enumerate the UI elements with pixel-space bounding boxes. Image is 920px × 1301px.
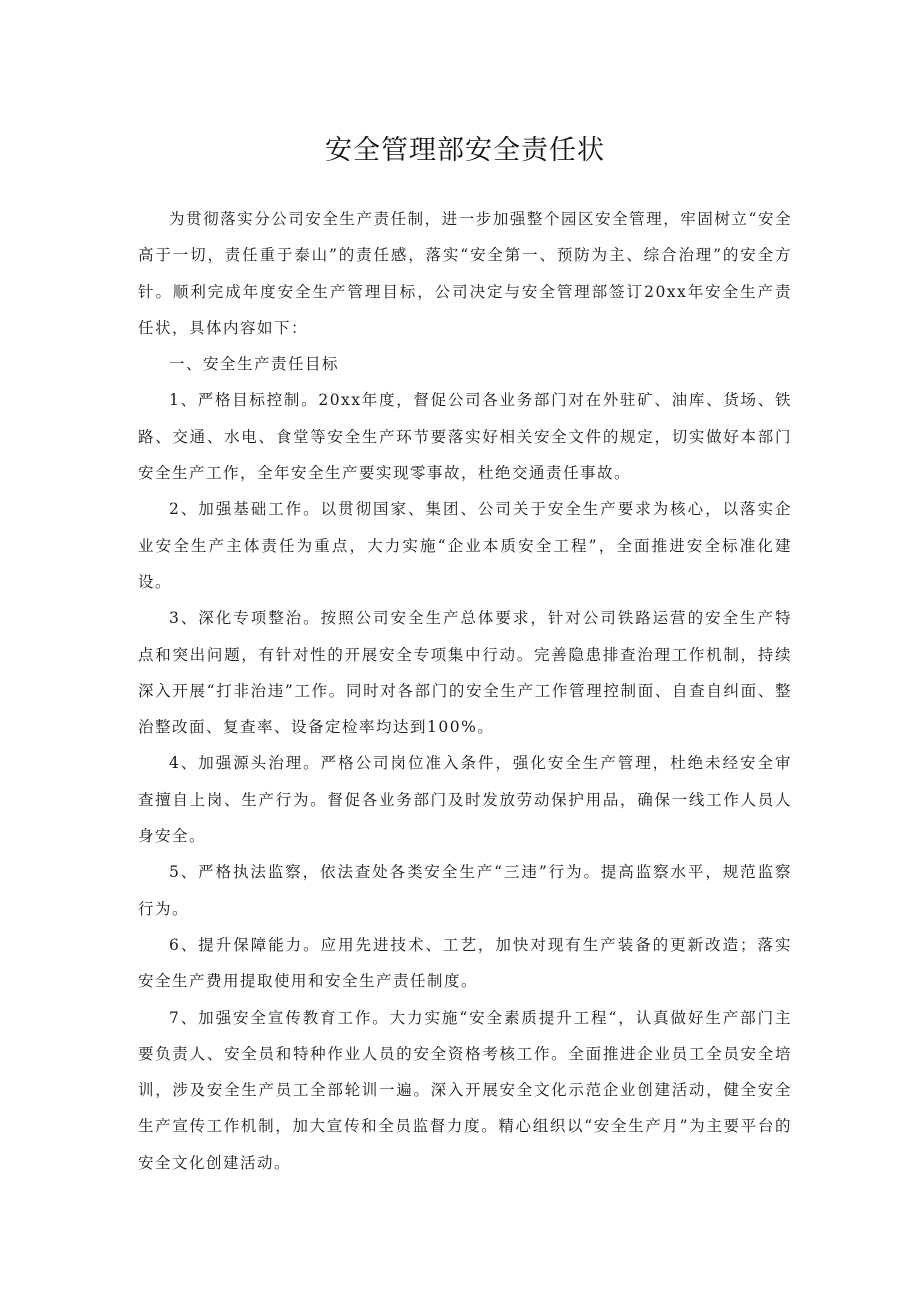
item-3-special-rectification: 3、深化专项整治。按照公司安全生产总体要求，针对公司铁路运营的安全生产特点和突出问题，有针对性的开展安全专项集中行动。完善隐患排查治理工作机制，持续深入开展“打非治违”工作。同时对各部门的安全生产工作管理控制面、自查自纠面、整治整改面、复查率、设备定检率均达到100%。	[138, 609, 792, 737]
item-6-support-capability: 6、提升保障能力。应用先进技术、工艺，加快对现有生产装备的更新改造；落实安全生产费用提取使用和安全生产责任制度。	[138, 935, 792, 991]
item-5-law-enforcement: 5、严格执法监察，依法查处各类安全生产“三违”行为。提高监察水平，规范监察行为。	[138, 863, 792, 918]
document-title: 安全管理部安全责任状	[325, 135, 605, 166]
item-7-safety-education: 7、加强安全宣传教育工作。大力实施“安全素质提升工程“，认真做好生产部门主要负责人、安全员和特种作业人员的安全资格考核工作。全面推进企业员工全员安全培训，涉及安全生产员工全部轮训一遍。深入开展安全文化示范企业创建活动，健全安全生产宣传工作机制，加大宣传和全员监督力度。精心组织以“安全生产月”为主要平台的安全文化创建活动。	[138, 1008, 792, 1172]
item-2-basic-work: 2、加强基础工作。以贯彻国家、集团、公司关于安全生产要求为核心，以落实企业安全生产主体责任为重点，大力实施“企业本质安全工程”，全面推进安全标准化建设。	[138, 500, 792, 591]
item-1-target-control: 1、严格目标控制。20xx年度，督促公司各业务部门对在外驻矿、油库、货场、铁路、交通、水电、食堂等安全生产环节要落实好相关安全文件的规定，切实做好本部门安全生产工作，全年安全生产要实现零事故，杜绝交通责任事故。	[138, 391, 792, 483]
intro-paragraph: 为贯彻落实分公司安全生产责任制，进一步加强整个园区安全管理，牢固树立“安全高于一切，责任重于泰山”的责任感，落实“安全第一、预防为主、综合治理”的安全方针。顺利完成年度安全生产管理目标，公司决定与安全管理部签订20xx年安全生产责任状，具体内容如下：	[138, 210, 792, 337]
document-page	[138, 128, 792, 1181]
item-4-source-governance: 4、加强源头治理。严格公司岗位准入条件，强化安全生产管理，杜绝未经安全审查擅自上岗、生产行为。督促各业务部门及时发放劳动保护用品，确保一线工作人员人身安全。	[138, 754, 792, 846]
section-heading-goals: 一、安全生产责任目标	[169, 355, 340, 374]
